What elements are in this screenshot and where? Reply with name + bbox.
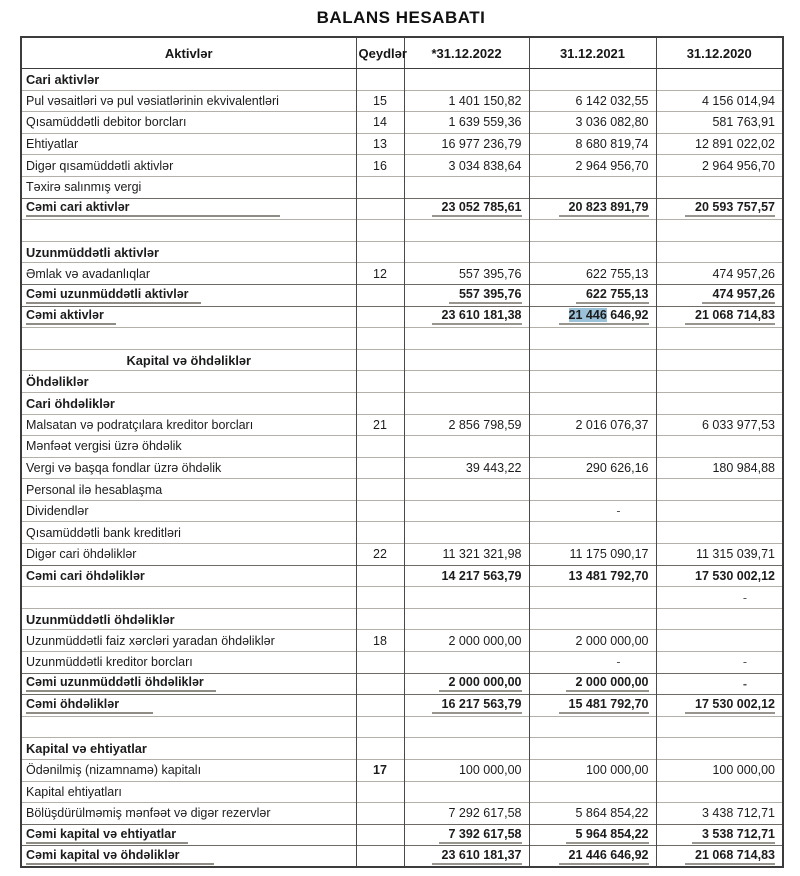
value-cell-2020 <box>656 69 783 91</box>
value-cell-2022: 7 292 617,58 <box>404 803 529 825</box>
note-cell <box>356 328 404 350</box>
total-value: 21 446 646,92 <box>559 848 649 865</box>
value-cell-2022 <box>404 824 529 846</box>
value-cell-2022 <box>404 652 529 674</box>
note-cell <box>356 500 404 522</box>
value-cell-2020 <box>656 630 783 652</box>
note-cell <box>356 479 404 501</box>
row-label: Vergi və başqa fondlar üzrə öhdəlik <box>21 457 356 479</box>
value-cell-2020 <box>656 587 783 609</box>
note-cell <box>356 457 404 479</box>
table-header <box>21 37 783 69</box>
table-row <box>21 220 783 242</box>
table-body <box>21 69 783 868</box>
value-cell-2021 <box>529 198 656 220</box>
note-cell <box>356 652 404 674</box>
header-row <box>21 37 783 69</box>
table-row <box>21 587 783 609</box>
value-cell-2020: 100 000,00 <box>656 760 783 782</box>
value-cell-2021 <box>529 781 656 803</box>
note-cell <box>356 176 404 198</box>
note-cell <box>356 824 404 846</box>
value-cell-2020 <box>656 392 783 414</box>
table-row <box>21 392 783 414</box>
row-label: Cari öhdəliklər <box>21 392 356 414</box>
row-label: Mənfəət vergisi üzrə öhdəlik <box>21 436 356 458</box>
total-value: 20 823 891,79 <box>559 200 649 217</box>
row-label: Bölüşdürülməmiş mənfəət və digər rezervlər <box>21 803 356 825</box>
row-label: Cəmi cari öhdəliklər <box>21 565 356 587</box>
header-assets: Aktivlər <box>21 37 356 69</box>
value-cell-2022 <box>404 738 529 760</box>
value-cell-2022: 16 977 236,79 <box>404 133 529 155</box>
table-row <box>21 544 783 566</box>
row-label <box>21 673 356 695</box>
table-row <box>21 846 783 868</box>
value-cell-2022 <box>404 198 529 220</box>
note-cell <box>356 587 404 609</box>
value-cell-2020 <box>656 371 783 393</box>
table-row <box>21 479 783 501</box>
note-cell <box>356 781 404 803</box>
table-row <box>21 608 783 630</box>
value-cell-2021 <box>529 436 656 458</box>
value-cell-2020 <box>656 284 783 306</box>
value-cell-2022: 100 000,00 <box>404 760 529 782</box>
value-cell-2022 <box>404 284 529 306</box>
value-cell-2020 <box>656 738 783 760</box>
note-cell <box>356 392 404 414</box>
table-row <box>21 457 783 479</box>
total-value: 3 538 712,71 <box>692 827 775 844</box>
row-label: Öhdəliklər <box>21 371 356 393</box>
table-row <box>21 824 783 846</box>
table-row <box>21 630 783 652</box>
value-cell-2020 <box>656 198 783 220</box>
value-cell-2020 <box>656 306 783 328</box>
table-row <box>21 328 783 350</box>
total-value: 16 217 563,79 <box>432 697 522 714</box>
total-value: 15 481 792,70 <box>559 697 649 714</box>
value-cell-2021 <box>529 284 656 306</box>
value-cell-2022 <box>404 328 529 350</box>
table-row <box>21 803 783 825</box>
note-cell <box>356 306 404 328</box>
value-cell-2022 <box>404 479 529 501</box>
total-value: 23 052 785,61 <box>432 200 522 217</box>
row-label <box>21 284 356 306</box>
row-label: Ödənilmiş (nizamnamə) kapitalı <box>21 760 356 782</box>
note-cell <box>356 673 404 695</box>
value-cell-2020 <box>656 824 783 846</box>
value-cell-2022: 14 217 563,79 <box>404 565 529 587</box>
value-cell-2021 <box>529 176 656 198</box>
value-cell-2020 <box>656 781 783 803</box>
row-label <box>21 824 356 846</box>
row-label: Kapital və öhdəliklər <box>21 349 356 371</box>
note-cell: 14 <box>356 112 404 134</box>
value-cell-2022 <box>404 500 529 522</box>
value-cell-2022 <box>404 673 529 695</box>
value-cell-2022: 11 321 321,98 <box>404 544 529 566</box>
total-value: 557 395,76 <box>449 287 522 304</box>
table-row <box>21 349 783 371</box>
table-row <box>21 738 783 760</box>
row-label: Kapital və ehtiyatlar <box>21 738 356 760</box>
balance-sheet-table <box>20 36 784 868</box>
row-label: Dividendlər <box>21 500 356 522</box>
total-label: Cəmi cari aktivlər <box>26 200 280 217</box>
table-row <box>21 436 783 458</box>
value-cell-2020: 180 984,88 <box>656 457 783 479</box>
table-row <box>21 112 783 134</box>
row-label: Digər qısamüddətli aktivlər <box>21 155 356 177</box>
note-cell <box>356 284 404 306</box>
value-cell-2022 <box>404 241 529 263</box>
value-cell-2021 <box>529 220 656 242</box>
value-cell-2022 <box>404 69 529 91</box>
empty-value-dash: - <box>742 676 747 691</box>
value-cell-2022 <box>404 781 529 803</box>
value-cell-2020 <box>656 716 783 738</box>
empty-value-dash: - <box>742 655 747 670</box>
value-cell-2020: 3 438 712,71 <box>656 803 783 825</box>
value-cell-2020 <box>656 220 783 242</box>
table-row <box>21 500 783 522</box>
value-cell-2022 <box>404 695 529 717</box>
total-value: 23 610 181,38 <box>432 308 522 325</box>
value-cell-2021 <box>529 522 656 544</box>
value-cell-2022: 2 856 798,59 <box>404 414 529 436</box>
value-cell-2022 <box>404 371 529 393</box>
value-cell-2022 <box>404 436 529 458</box>
value-cell-2020 <box>656 479 783 501</box>
value-cell-2021: 3 036 082,80 <box>529 112 656 134</box>
note-cell <box>356 241 404 263</box>
value-cell-2021 <box>529 479 656 501</box>
value-cell-2021: 100 000,00 <box>529 760 656 782</box>
value-cell-2022 <box>404 608 529 630</box>
note-cell: 13 <box>356 133 404 155</box>
total-value: 2 000 000,00 <box>439 675 522 692</box>
value-cell-2020 <box>656 349 783 371</box>
table-row <box>21 284 783 306</box>
value-cell-2022: 2 000 000,00 <box>404 630 529 652</box>
value-cell-2021: 6 142 032,55 <box>529 90 656 112</box>
row-label <box>21 587 356 609</box>
value-cell-2020: 474 957,26 <box>656 263 783 285</box>
value-cell-2021 <box>529 328 656 350</box>
header-date-2021: 31.12.2021 <box>529 37 656 69</box>
total-label: Cəmi kapital və öhdəliklər <box>26 848 214 865</box>
value-cell-2021 <box>529 608 656 630</box>
page-title: BALANS HESABATI <box>316 8 486 27</box>
total-label: Cəmi kapital və ehtiyatlar <box>26 827 188 844</box>
value-cell-2020: 11 315 039,71 <box>656 544 783 566</box>
value-cell-2022: 3 034 838,64 <box>404 155 529 177</box>
value-cell-2021 <box>529 241 656 263</box>
value-cell-2020 <box>656 652 783 674</box>
highlighted-text: 21 446 <box>568 308 607 323</box>
value-cell-2020 <box>656 500 783 522</box>
total-value: 21 068 714,83 <box>685 848 775 865</box>
value-cell-2021: 622 755,13 <box>529 263 656 285</box>
table-row <box>21 652 783 674</box>
value-cell-2021 <box>529 500 656 522</box>
value-cell-2020 <box>656 695 783 717</box>
note-cell <box>356 522 404 544</box>
row-label: Qısamüddətli bank kreditləri <box>21 522 356 544</box>
row-label: Qısamüddətli debitor borcları <box>21 112 356 134</box>
row-label <box>21 198 356 220</box>
header-date-2020: 31.12.2020 <box>656 37 783 69</box>
value-cell-2020 <box>656 436 783 458</box>
total-value: 5 964 854,22 <box>566 827 649 844</box>
table-row <box>21 306 783 328</box>
header-notes: Qeydlər <box>356 37 404 69</box>
row-label: Təxirə salınmış vergi <box>21 176 356 198</box>
note-cell <box>356 565 404 587</box>
value-cell-2022 <box>404 522 529 544</box>
row-label: Cari aktivlər <box>21 69 356 91</box>
value-cell-2022 <box>404 587 529 609</box>
value-cell-2020: 12 891 022,02 <box>656 133 783 155</box>
value-cell-2020 <box>656 608 783 630</box>
value-cell-2022: 557 395,76 <box>404 263 529 285</box>
value-cell-2020 <box>656 328 783 350</box>
value-cell-2021 <box>529 349 656 371</box>
row-label <box>21 716 356 738</box>
table-row <box>21 198 783 220</box>
table-row <box>21 263 783 285</box>
total-value: 622 755,13 <box>576 287 649 304</box>
table-row <box>21 673 783 695</box>
row-label <box>21 220 356 242</box>
value-cell-2021 <box>529 824 656 846</box>
row-label <box>21 846 356 868</box>
value-cell-2021 <box>529 716 656 738</box>
total-value: 17 530 002,12 <box>685 697 775 714</box>
row-label: Uzunmüddətli kreditor borcları <box>21 652 356 674</box>
value-cell-2022 <box>404 176 529 198</box>
total-value: 474 957,26 <box>702 287 775 304</box>
value-cell-2020: 581 763,91 <box>656 112 783 134</box>
row-label <box>21 328 356 350</box>
row-label: Uzunmüddətli aktivlər <box>21 241 356 263</box>
total-value: 23 610 181,37 <box>432 848 522 865</box>
value-cell-2021 <box>529 306 656 328</box>
value-cell-2021 <box>529 587 656 609</box>
empty-value-dash: - <box>616 655 621 670</box>
table-row <box>21 781 783 803</box>
value-cell-2021 <box>529 738 656 760</box>
value-cell-2022 <box>404 349 529 371</box>
value-cell-2020 <box>656 673 783 695</box>
note-cell: 21 <box>356 414 404 436</box>
total-value: 21 068 714,83 <box>685 308 775 325</box>
value-cell-2022 <box>404 220 529 242</box>
row-label: Malsatan və podratçılara kreditor borcları <box>21 414 356 436</box>
total-label: Cəmi uzunmüddətli aktivlər <box>26 287 201 304</box>
note-cell <box>356 846 404 868</box>
value-cell-2021: 2 964 956,70 <box>529 155 656 177</box>
value-cell-2022 <box>404 716 529 738</box>
note-cell <box>356 608 404 630</box>
note-cell: 22 <box>356 544 404 566</box>
note-cell: 15 <box>356 90 404 112</box>
value-cell-2022: 1 401 150,82 <box>404 90 529 112</box>
note-cell <box>356 69 404 91</box>
value-cell-2020 <box>656 846 783 868</box>
row-label: Ehtiyatlar <box>21 133 356 155</box>
row-label: Uzunmüddətli faiz xərcləri yaradan öhdəliklər <box>21 630 356 652</box>
note-cell <box>356 220 404 242</box>
total-label: Cəmi uzunmüddətli öhdəliklər <box>26 675 216 692</box>
value-cell-2021 <box>529 392 656 414</box>
table-row <box>21 90 783 112</box>
table-row <box>21 133 783 155</box>
table-row <box>21 176 783 198</box>
row-label <box>21 306 356 328</box>
total-value: 20 593 757,57 <box>685 200 775 217</box>
total-value: 21 446 646,92 <box>559 308 649 325</box>
empty-value-dash: - <box>742 590 747 605</box>
table-row <box>21 716 783 738</box>
note-cell <box>356 371 404 393</box>
header-date-2022: *31.12.2022 <box>404 37 529 69</box>
table-row <box>21 760 783 782</box>
value-cell-2021: 2 000 000,00 <box>529 630 656 652</box>
note-cell: 18 <box>356 630 404 652</box>
total-value: 7 392 617,58 <box>439 827 522 844</box>
value-cell-2020 <box>656 241 783 263</box>
table-row <box>21 522 783 544</box>
note-cell: 16 <box>356 155 404 177</box>
value-cell-2021: 13 481 792,70 <box>529 565 656 587</box>
value-cell-2021: 5 864 854,22 <box>529 803 656 825</box>
value-cell-2021 <box>529 652 656 674</box>
total-label: Cəmi öhdəliklər <box>26 697 153 714</box>
note-cell: 12 <box>356 263 404 285</box>
table-row <box>21 695 783 717</box>
row-label: Pul vəsaitləri və pul vəsiatlərinin ekvivalentləri <box>21 90 356 112</box>
value-cell-2020: 6 033 977,53 <box>656 414 783 436</box>
total-value: 2 000 000,00 <box>566 675 649 692</box>
note-cell <box>356 695 404 717</box>
value-cell-2022 <box>404 846 529 868</box>
value-cell-2021 <box>529 695 656 717</box>
value-cell-2020: 2 964 956,70 <box>656 155 783 177</box>
value-cell-2021 <box>529 673 656 695</box>
table-row <box>21 155 783 177</box>
table-row <box>21 241 783 263</box>
value-cell-2022: 1 639 559,36 <box>404 112 529 134</box>
value-cell-2022 <box>404 392 529 414</box>
total-label: Cəmi aktivlər <box>26 308 116 325</box>
value-cell-2020: 17 530 002,12 <box>656 565 783 587</box>
value-cell-2022: 39 443,22 <box>404 457 529 479</box>
row-label: Əmlak və avadanlıqlar <box>21 263 356 285</box>
row-label: Personal ilə hesablaşma <box>21 479 356 501</box>
value-cell-2020: 4 156 014,94 <box>656 90 783 112</box>
empty-value-dash: - <box>616 504 621 519</box>
row-label <box>21 695 356 717</box>
value-cell-2021: 290 626,16 <box>529 457 656 479</box>
note-cell <box>356 716 404 738</box>
note-cell <box>356 803 404 825</box>
row-label: Kapital ehtiyatları <box>21 781 356 803</box>
value-cell-2021 <box>529 371 656 393</box>
note-cell <box>356 738 404 760</box>
value-cell-2021 <box>529 846 656 868</box>
row-label: Digər cari öhdəliklər <box>21 544 356 566</box>
value-cell-2020 <box>656 176 783 198</box>
note-cell <box>356 198 404 220</box>
table-row <box>21 565 783 587</box>
row-label: Uzunmüddətli öhdəliklər <box>21 608 356 630</box>
note-cell: 17 <box>356 760 404 782</box>
note-cell <box>356 349 404 371</box>
value-cell-2022 <box>404 306 529 328</box>
value-cell-2020 <box>656 522 783 544</box>
table-row <box>21 371 783 393</box>
value-cell-2021: 11 175 090,17 <box>529 544 656 566</box>
table-row <box>21 69 783 91</box>
value-cell-2021: 8 680 819,74 <box>529 133 656 155</box>
value-cell-2021: 2 016 076,37 <box>529 414 656 436</box>
value-cell-2021 <box>529 69 656 91</box>
table-row <box>21 414 783 436</box>
note-cell <box>356 436 404 458</box>
